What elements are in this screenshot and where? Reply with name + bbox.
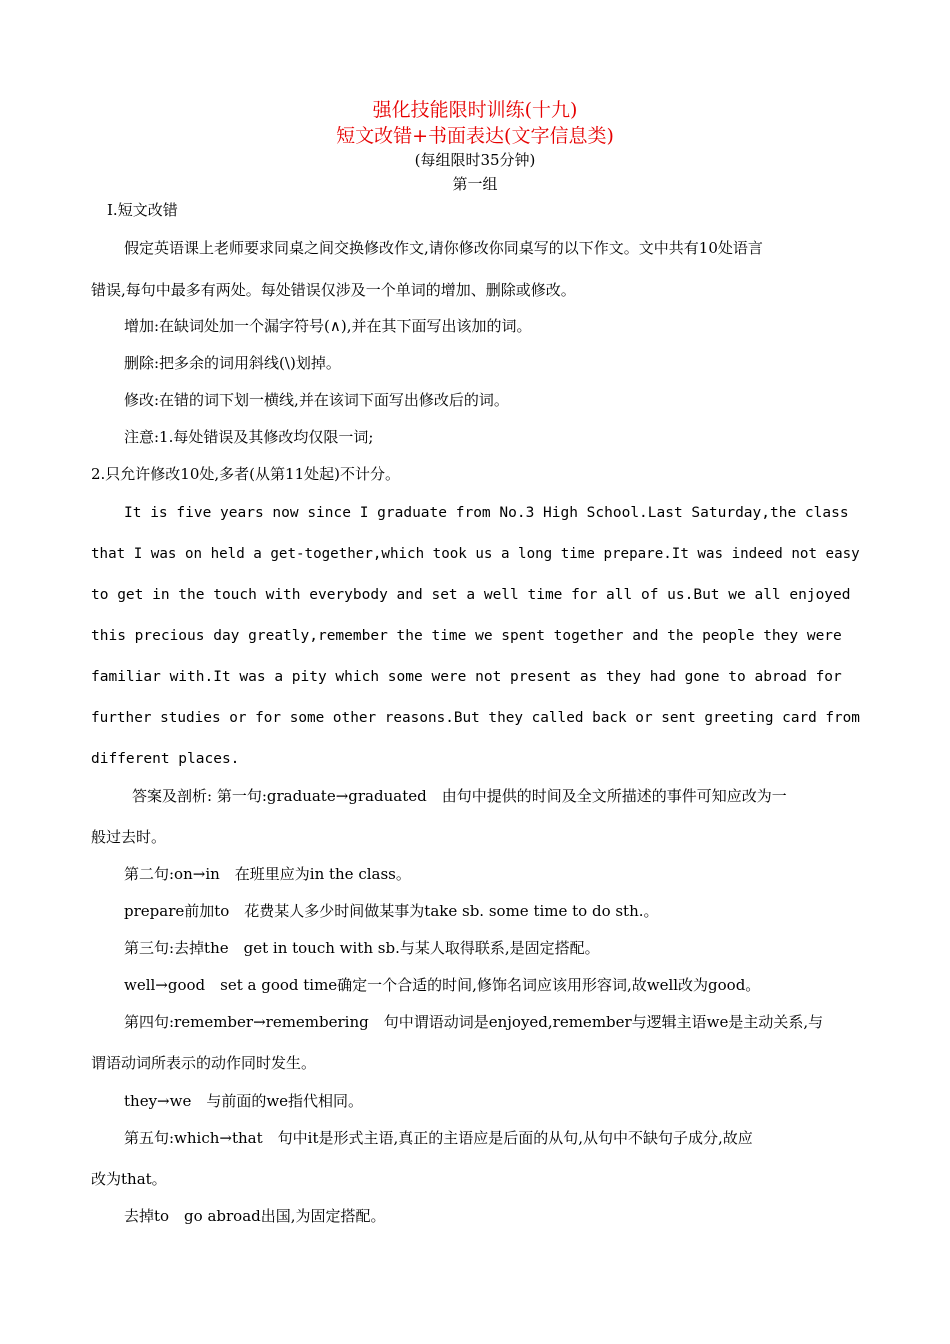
passage-line: familiar with.It was a pity which some were not present as they had gone to abroad for: [91, 669, 842, 685]
section-heading: I.短文改错: [107, 201, 178, 219]
answer-line: prepare前加to 花费某人多少时间做某事为take sb. some time to do sth.。: [124, 902, 659, 920]
answer-line: 第五句:which→that 句中it是形式主语,真正的主语应是后面的从句,从句中不缺句子成分,故应: [124, 1129, 753, 1147]
instruction-line: 错误,每句中最多有两处。每处错误仅涉及一个单词的增加、删除或修改。: [91, 281, 576, 299]
title-line-2: 短文改错+书面表达(文字信息类): [336, 125, 614, 147]
answer-line: 第二句:on→in 在班里应为in the class。: [124, 865, 411, 883]
answer-line: 第四句:remember→remembering 句中谓语动词是enjoyed,remember与逻辑主语we是主动关系,与: [124, 1013, 824, 1031]
passage-line: to get in the touch with everybody and set a well time for all of us.But we all enjoyed: [91, 587, 851, 603]
group-label: 第一组: [452, 175, 498, 193]
answer-line: 第三句:去掉the get in touch with sb.与某人取得联系,是固定搭配。: [124, 939, 600, 957]
passage-line: this precious day greatly,remember the time we spent together and the people they were: [91, 628, 842, 644]
passage-line: that I was on held a get-together,which took us a long time prepare.It was indeed not easy: [91, 546, 860, 562]
passage-line: different places.: [91, 751, 240, 767]
answer-line: they→we 与前面的we指代相同。: [124, 1092, 364, 1110]
instruction-delete: 删除:把多余的词用斜线(\)划掉。: [124, 354, 341, 372]
answer-line: 答案及剖析: 第一句:graduate→graduated 由句中提供的时间及全文所描述的事件可知应改为一: [132, 787, 787, 805]
answer-line: 谓语动词所表示的动作同时发生。: [91, 1054, 317, 1072]
passage-line: It is five years now since I graduate from No.3 High School.Last Saturday,the class: [124, 505, 849, 521]
time-limit: (每组限时35分钟): [414, 151, 536, 169]
instruction-note-2: 2.只允许修改10处,多者(从第11处起)不计分。: [91, 465, 400, 483]
answer-line: well→good set a good time确定一个合适的时间,修饰名词应该用形容词,故well改为good。: [124, 976, 761, 994]
answer-line: 改为that。: [91, 1170, 167, 1188]
title-line-1: 强化技能限时训练(十九): [372, 99, 578, 121]
instruction-line: 假定英语课上老师要求同桌之间交换修改作文,请你修改你同桌写的以下作文。文中共有10处语言: [124, 239, 763, 257]
instruction-add: 增加:在缺词处加一个漏字符号(∧),并在其下面写出该加的词。: [124, 317, 532, 335]
instruction-modify: 修改:在错的词下划一横线,并在该词下面写出修改后的词。: [124, 391, 509, 409]
answer-line: 去掉to go abroad出国,为固定搭配。: [124, 1207, 386, 1225]
instruction-note-1: 注意:1.每处错误及其修改均仅限一词;: [124, 428, 374, 446]
passage-line: further studies or for some other reasons.But they called back or sent greeting card from: [91, 710, 860, 726]
answer-line: 般过去时。: [91, 828, 167, 846]
